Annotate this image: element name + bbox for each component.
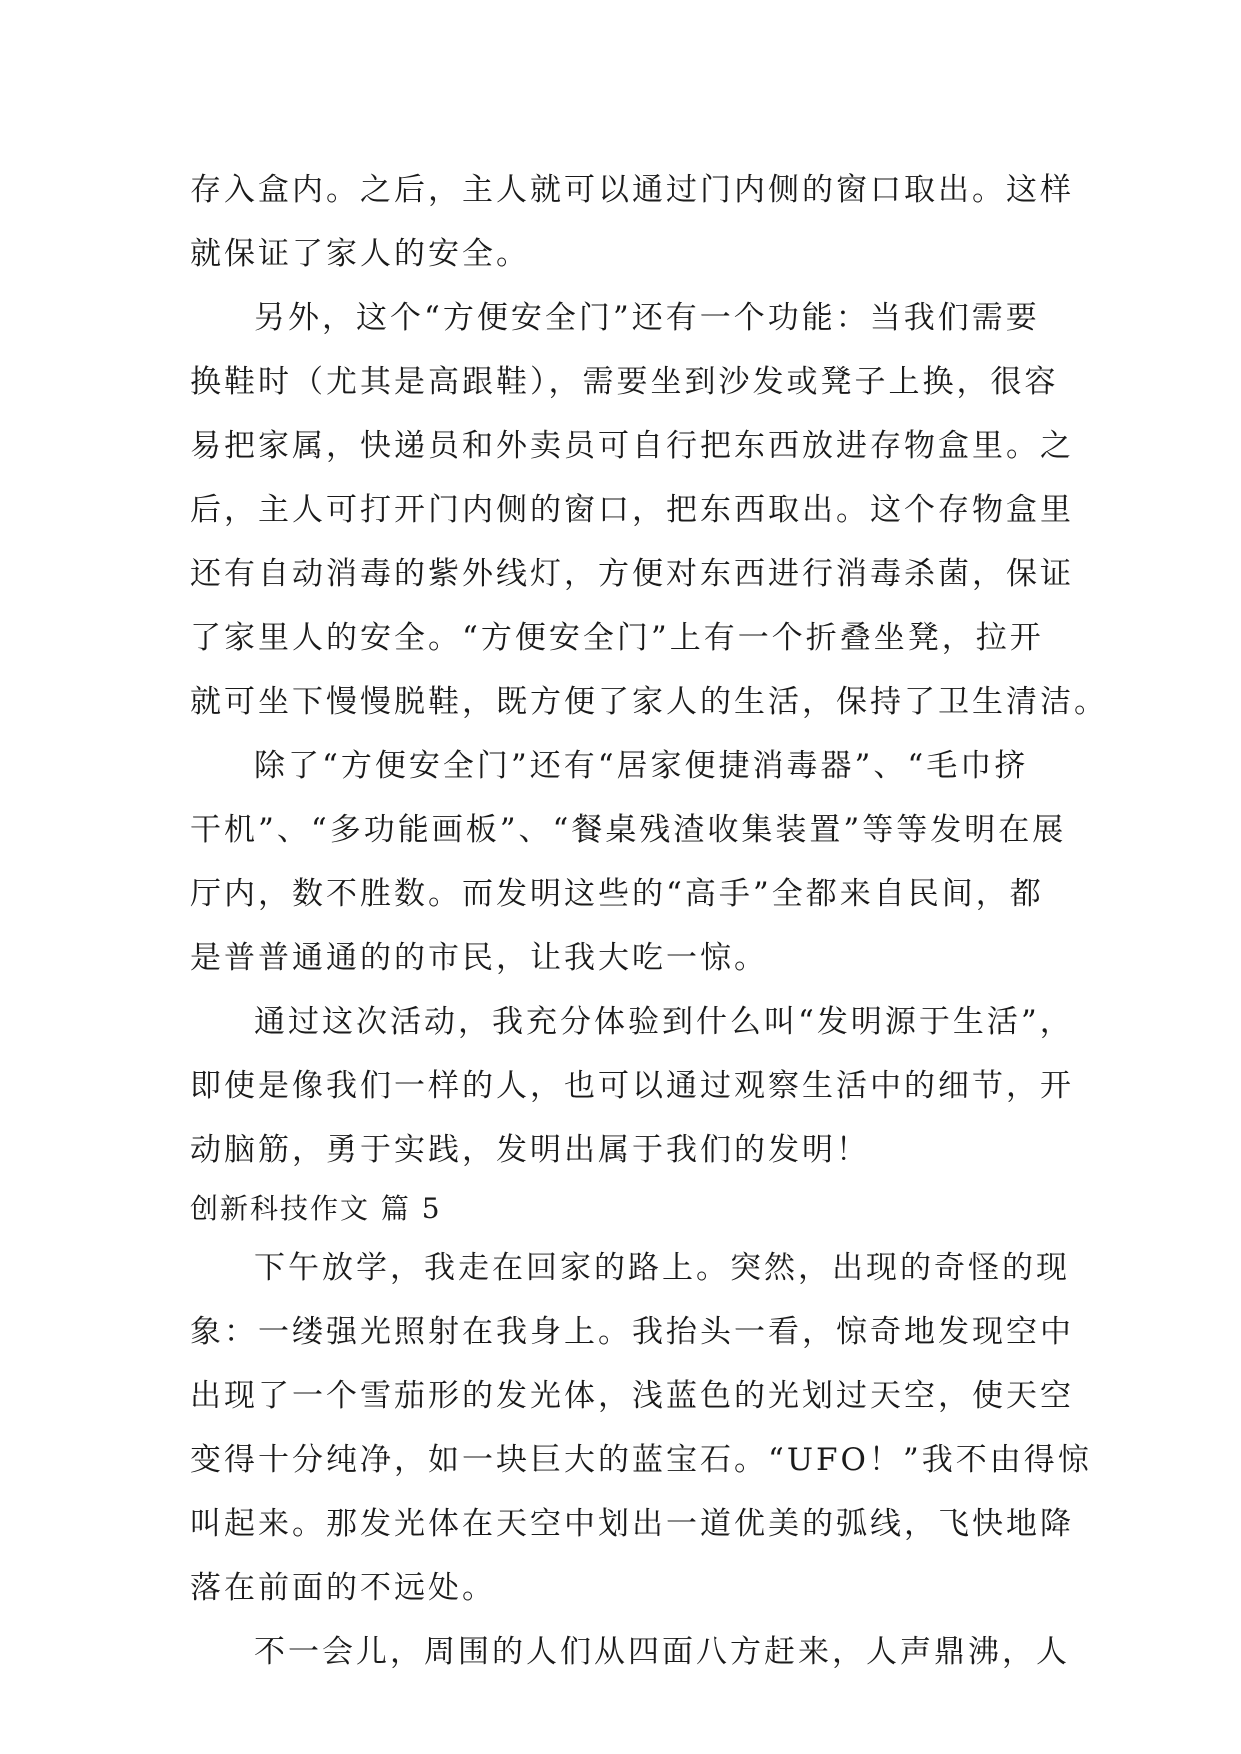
text-line: 出现了一个雪茄形的发光体，浅蓝色的光划过天空，使天空 xyxy=(190,1378,1074,1414)
paragraph xyxy=(190,734,1067,990)
text-line: 厅内，数不胜数。而发明这些的“高手”全都来自民间，都 xyxy=(190,876,1044,912)
text-line: 变得十分纯净，如一块巨大的蓝宝石。“UFO！”我不由得惊 xyxy=(190,1442,1092,1478)
paragraph xyxy=(190,286,1108,734)
text-line: 存入盒内。之后，主人就可以通过门内侧的窗口取出。这样 xyxy=(190,172,1074,208)
text-line: 通过这次活动，我充分体验到什么叫“发明源于生活”， xyxy=(254,1004,1074,1040)
text-line: 动脑筋，勇于实践，发明出属于我们的发明！ xyxy=(190,1132,870,1168)
text-line: 叫起来。那发光体在天空中划出一道优美的弧线，飞快地降 xyxy=(190,1506,1074,1542)
text-line: 即使是像我们一样的人，也可以通过观察生活中的细节，开 xyxy=(190,1068,1074,1104)
text-line: 还有自动消毒的紫外线灯，方便对东西进行消毒杀菌，保证 xyxy=(190,556,1074,592)
section-heading: 创新科技作文 篇 5 xyxy=(190,1192,442,1225)
paragraph xyxy=(190,1620,1070,1684)
document-body xyxy=(190,158,1108,1684)
paragraph xyxy=(190,990,1074,1182)
text-line: 易把家属，快递员和外卖员可自行把东西放进存物盒里。之 xyxy=(190,428,1074,464)
text-line: 不一会儿，周围的人们从四面八方赶来，人声鼎沸，人 xyxy=(254,1634,1070,1670)
text-line: 另外，这个“方便安全门”还有一个功能：当我们需要 xyxy=(254,300,1040,336)
text-line: 是普普通通的的市民，让我大吃一惊。 xyxy=(190,940,768,976)
text-line: 落在前面的不远处。 xyxy=(190,1570,496,1606)
paragraph xyxy=(190,158,1074,286)
text-line: 换鞋时（尤其是高跟鞋），需要坐到沙发或凳子上换，很容 xyxy=(190,364,1059,400)
text-line: 下午放学，我走在回家的路上。突然，出现的奇怪的现 xyxy=(254,1250,1070,1286)
text-line: 后，主人可打开门内侧的窗口，把东西取出。这个存物盒里 xyxy=(190,492,1074,528)
text-line: 除了“方便安全门”还有“居家便捷消毒器”、“毛巾挤 xyxy=(254,748,1029,784)
paragraph xyxy=(190,1236,1092,1620)
text-line: 象：一缕强光照射在我身上。我抬头一看，惊奇地发现空中 xyxy=(190,1314,1074,1350)
text-line: 就保证了家人的安全。 xyxy=(190,236,530,272)
text-line: 就可坐下慢慢脱鞋，既方便了家人的生活，保持了卫生清洁。 xyxy=(190,684,1108,720)
text-line: 干机”、“多功能画板”、“餐桌残渣收集装置”等等发明在展 xyxy=(190,812,1067,848)
text-line: 了家里人的安全。“方便安全门”上有一个折叠坐凳，拉开 xyxy=(190,620,1044,656)
